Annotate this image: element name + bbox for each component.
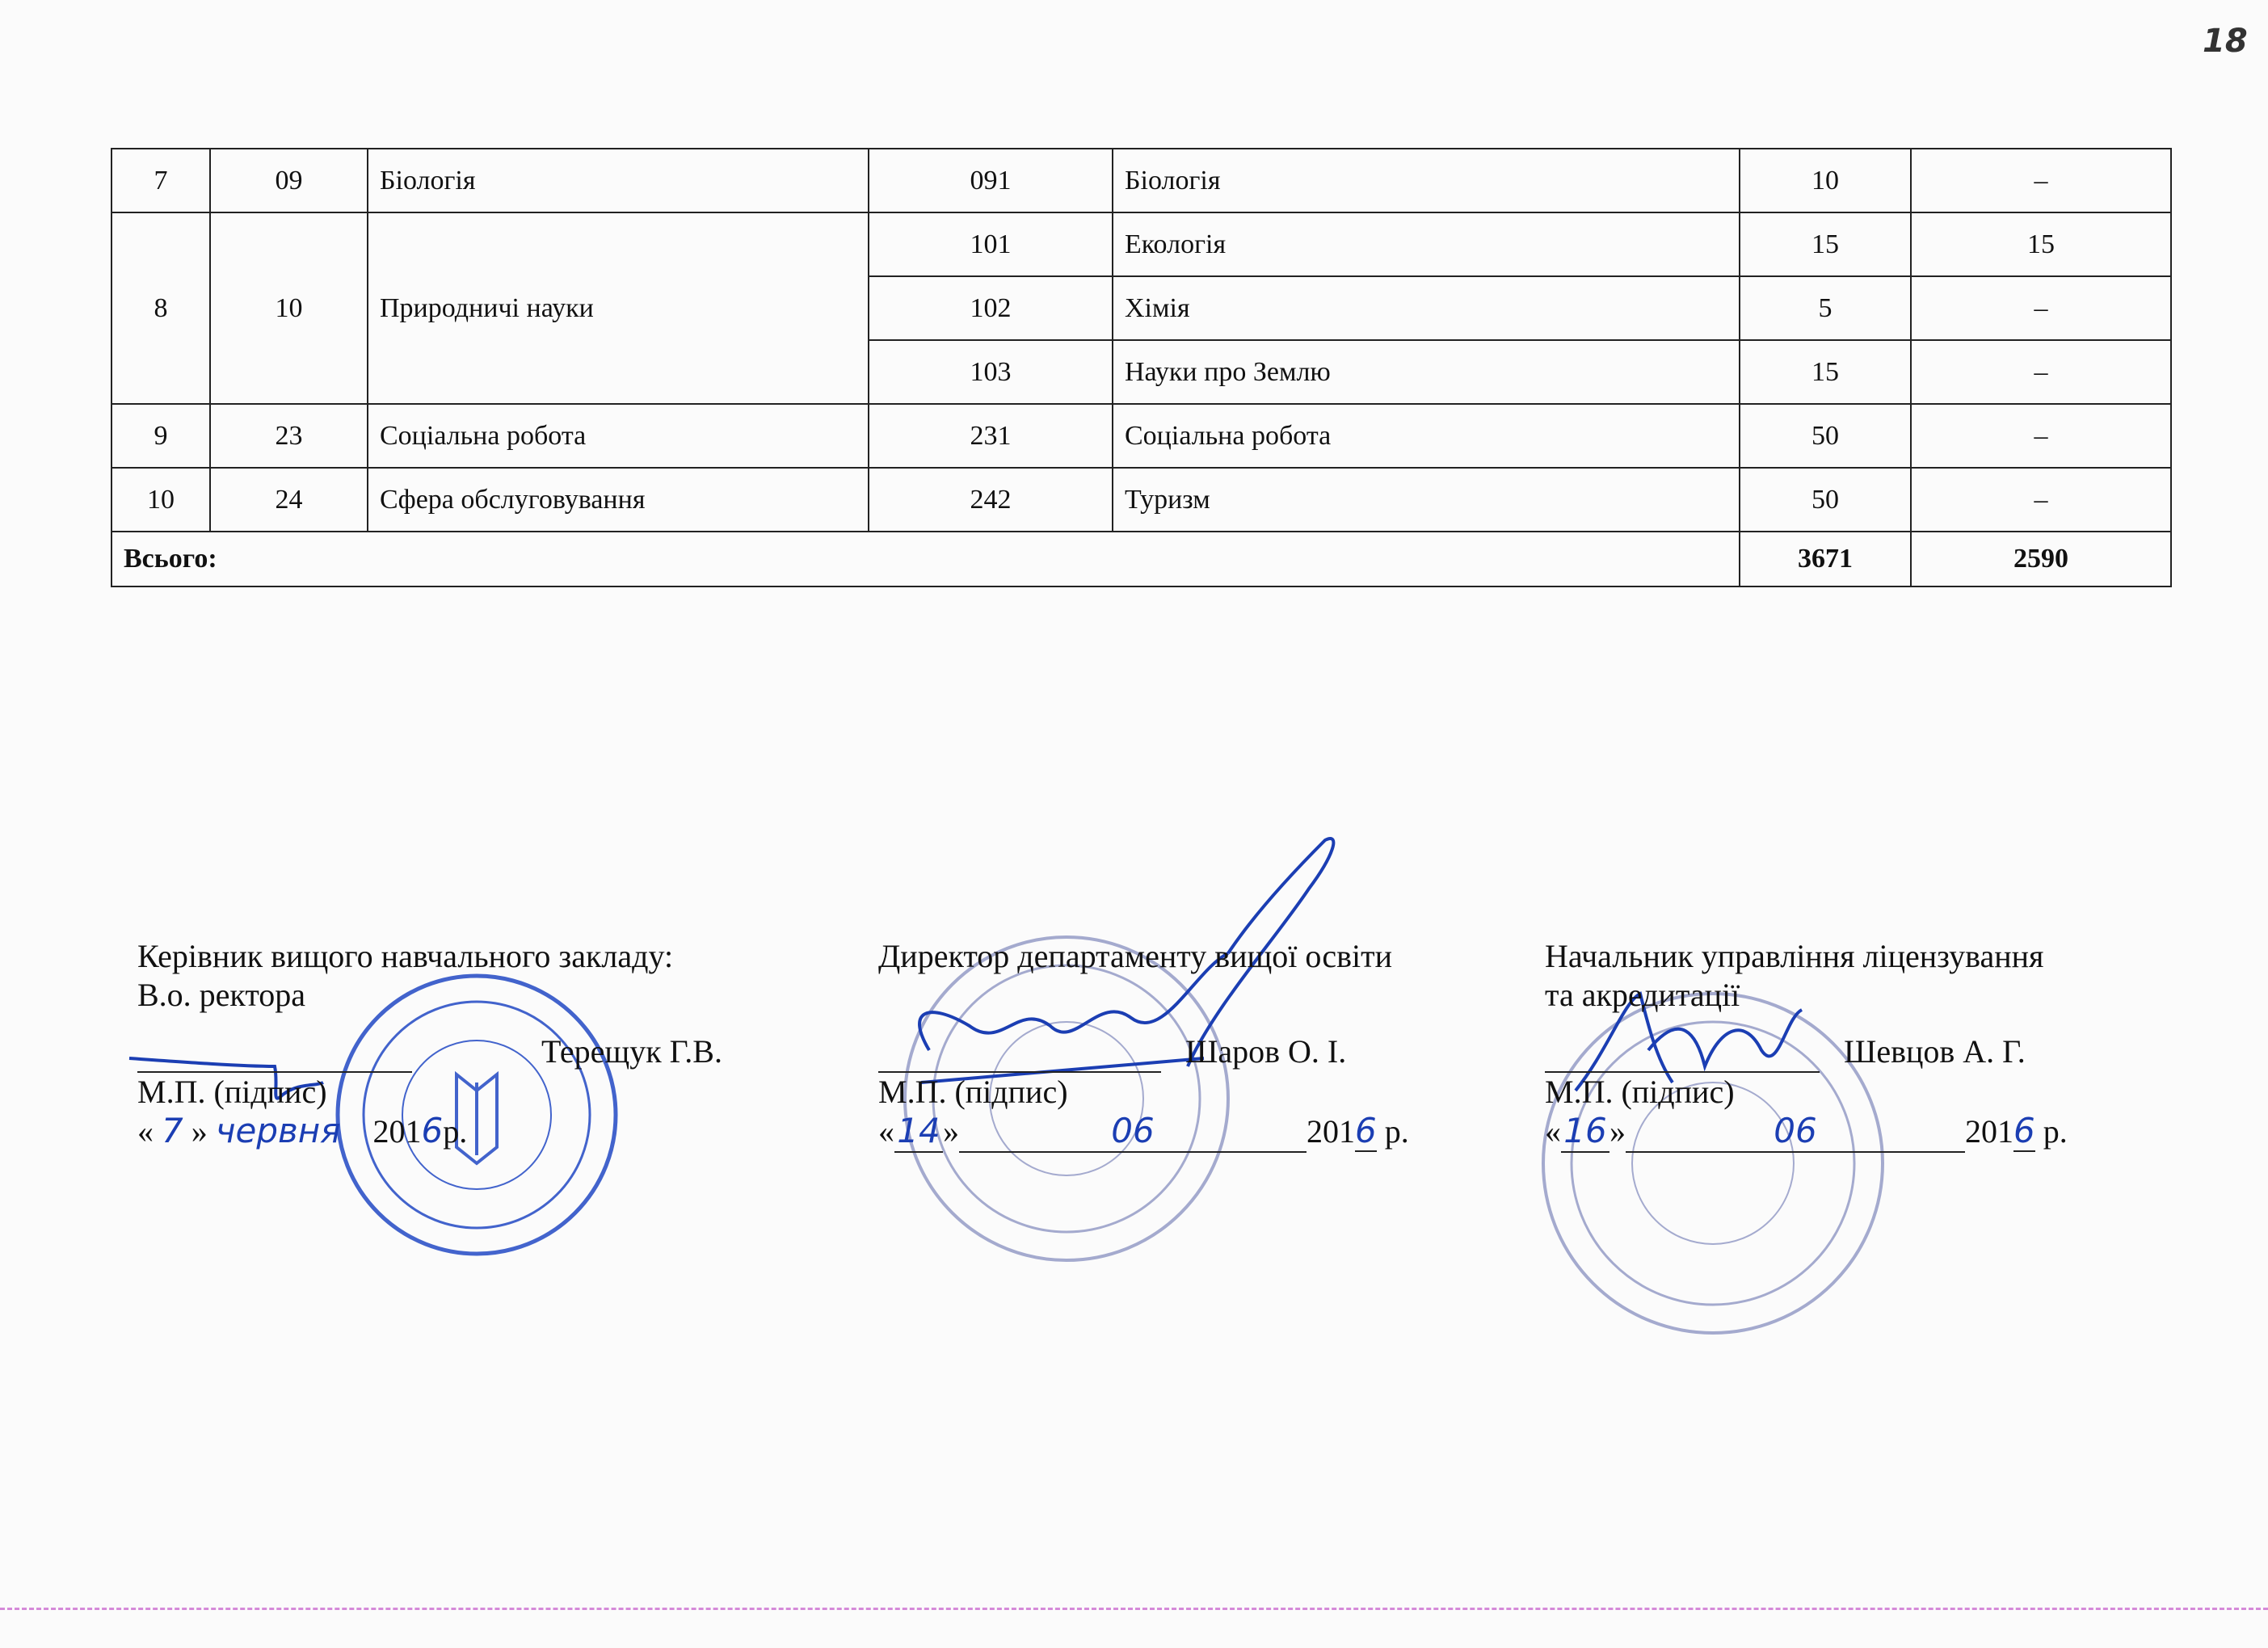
field-code: 09 xyxy=(210,149,368,212)
value-1: 10 xyxy=(1740,149,1911,212)
date-month: 06 xyxy=(1774,1111,1817,1150)
date-month: 06 xyxy=(1111,1111,1155,1150)
specialty-code: 103 xyxy=(869,340,1113,404)
table-row xyxy=(112,212,2171,276)
specialty-code: 102 xyxy=(869,276,1113,340)
year-prefix: 201 xyxy=(1307,1113,1355,1150)
signature-date xyxy=(137,1112,865,1151)
field-name: Сфера обслуговування xyxy=(368,468,869,532)
signatory-title: Керівник вищого навчального закладу: xyxy=(137,938,674,974)
year-prefix: 201 xyxy=(372,1113,422,1150)
value-2: – xyxy=(1911,276,2171,340)
value-2: – xyxy=(1911,340,2171,404)
signatory-title-2: та акредитації xyxy=(1545,977,1740,1013)
value-1: 15 xyxy=(1740,212,1911,276)
year-digit: 6 xyxy=(2013,1111,2035,1150)
signatory-name: Терещук Г.В. xyxy=(541,1033,722,1070)
quote-close: » xyxy=(191,1113,208,1150)
quote-open: « xyxy=(878,1113,894,1150)
signatory-name: Шевцов А. Г. xyxy=(1844,1033,2026,1070)
specialty-name: Хімія xyxy=(1113,276,1740,340)
row-number: 10 xyxy=(112,468,210,532)
total-row xyxy=(112,532,2171,586)
quote-close: » xyxy=(1609,1113,1626,1150)
signatory-title: Директор департаменту вищої освіти xyxy=(878,938,1393,974)
right-signature-block xyxy=(1545,937,2224,1153)
date-month: червня xyxy=(215,1111,341,1150)
value-2: – xyxy=(1911,149,2171,212)
field-name: Соціальна робота xyxy=(368,404,869,468)
row-number: 9 xyxy=(112,404,210,468)
row-number: 7 xyxy=(112,149,210,212)
page-number: 18 xyxy=(2203,23,2248,60)
signatory-name: Шаров О. І. xyxy=(1185,1033,1347,1070)
specialty-code: 231 xyxy=(869,404,1113,468)
specialty-name: Біологія xyxy=(1113,149,1740,212)
signature-line xyxy=(1545,1032,1820,1073)
table-row xyxy=(112,404,2171,468)
quote-close: » xyxy=(943,1113,959,1150)
seal-place-label: М.П. (підпис) xyxy=(137,1074,327,1110)
specialty-name: Туризм xyxy=(1113,468,1740,532)
total-label: Всього: xyxy=(112,532,1740,586)
date-day: 7 xyxy=(162,1111,183,1150)
specialty-code: 242 xyxy=(869,468,1113,532)
page-bottom-border xyxy=(0,1608,2268,1610)
seal-place-label: М.П. (підпис) xyxy=(878,1074,1068,1110)
field-code: 23 xyxy=(210,404,368,468)
value-1: 50 xyxy=(1740,404,1911,468)
table-row xyxy=(112,149,2171,212)
signature-date xyxy=(1545,1112,2224,1153)
value-2: – xyxy=(1911,468,2171,532)
specialty-name: Екологія xyxy=(1113,212,1740,276)
year-suffix: р. xyxy=(443,1113,468,1150)
value-1: 50 xyxy=(1740,468,1911,532)
year-suffix: р. xyxy=(2034,1113,2068,1150)
value-2: – xyxy=(1911,404,2171,468)
value-2: 15 xyxy=(1911,212,2171,276)
signature-line xyxy=(878,1032,1161,1073)
signatory-title: Начальник управління ліцензування xyxy=(1545,938,2044,974)
field-code: 24 xyxy=(210,468,368,532)
quote-open: « xyxy=(1545,1113,1561,1150)
table-row xyxy=(112,468,2171,532)
specialty-code: 101 xyxy=(869,212,1113,276)
year-prefix: 201 xyxy=(1965,1113,2013,1150)
date-day: 14 xyxy=(897,1111,940,1150)
year-digit: 6 xyxy=(421,1111,444,1150)
year-suffix: р. xyxy=(1376,1113,1409,1150)
value-1: 5 xyxy=(1740,276,1911,340)
total-value-2: 2590 xyxy=(1911,532,2171,586)
row-number: 8 xyxy=(112,212,210,404)
total-value-1: 3671 xyxy=(1740,532,1911,586)
specialty-code: 091 xyxy=(869,149,1113,212)
left-signature-block xyxy=(137,937,865,1151)
field-name: Біологія xyxy=(368,149,869,212)
signatory-subtitle: В.о. ректора xyxy=(137,977,306,1013)
specialties-table xyxy=(111,148,2170,587)
value-1: 15 xyxy=(1740,340,1911,404)
field-name: Природничі науки xyxy=(368,212,869,404)
quote-open: « xyxy=(137,1113,154,1150)
field-code: 10 xyxy=(210,212,368,404)
specialty-name: Науки про Землю xyxy=(1113,340,1740,404)
seal-place-label: М.П. (підпис) xyxy=(1545,1074,1735,1110)
year-digit: 6 xyxy=(1355,1111,1377,1150)
signature-line xyxy=(137,1032,412,1073)
signature-date xyxy=(878,1112,1508,1153)
specialty-name: Соціальна робота xyxy=(1113,404,1740,468)
center-signature-block xyxy=(878,937,1508,1153)
date-day: 16 xyxy=(1563,1111,1607,1150)
